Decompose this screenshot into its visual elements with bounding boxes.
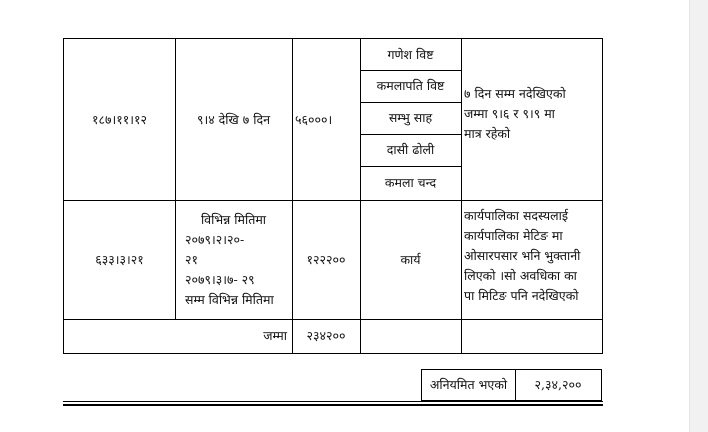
row1-person-4: दासी ढोली	[386, 142, 435, 157]
row1-person-4-cell	[360, 134, 462, 167]
row1-person-2: कमलापति विष्ट	[376, 78, 445, 93]
row2-remark-cell	[461, 200, 603, 320]
row2-duration-cell	[175, 200, 293, 320]
row1-person-1: गणेश विष्ट	[387, 46, 434, 62]
total-empty-cell-2	[461, 319, 603, 354]
total-empty-cell	[360, 319, 462, 354]
summary-value: २,३४,२००	[534, 377, 582, 392]
row2-id-cell	[63, 200, 176, 320]
row1-duration: ९।४ देखि ७ दिन	[196, 111, 271, 127]
bottom-rule-bottom	[63, 404, 603, 406]
row1-remark-line-1: ७ दिन सम्म नदेखिएको	[464, 86, 566, 101]
row1-person-3: सम्भु साह	[388, 110, 433, 125]
row2-remark-line-2: कार्यपालिका मेटिङ मा	[464, 228, 563, 243]
total-label: जम्मा	[263, 328, 287, 343]
row1-person-5-cell	[360, 166, 462, 201]
row2-duration-line-4: २०७९।३।७- २९	[185, 271, 255, 287]
summary-label: अनियमित भएको	[429, 377, 508, 392]
row2-duration-line-5: सम्म विभिन्न मितिमा	[185, 291, 274, 307]
summary-value-cell	[515, 369, 602, 401]
total-value-cell	[292, 319, 361, 354]
total-value: २३४२००	[306, 328, 346, 343]
row1-person-2-cell	[360, 70, 462, 103]
row2-remark-line-3: ओसारपसार भनि भुक्तानी	[464, 248, 581, 263]
row1-person-1-cell	[360, 38, 462, 71]
row2-remark-line-1: कार्यपालिका सदस्यलाई	[464, 208, 568, 223]
row1-person-5: कमला चन्द	[384, 175, 437, 190]
row2-remark-line-4: लिएको ।सो अवधिका का	[464, 268, 577, 283]
row1-remark-line-2: जम्मा ९।६ र ९।९ मा	[464, 106, 555, 121]
row1-remark-cell	[461, 38, 603, 201]
row1-remark-line-3: मात्र रहेको	[464, 126, 511, 141]
row2-id: ६३३।३।२१	[95, 251, 144, 267]
row1-id: १८७।११।१२	[92, 111, 147, 127]
row1-amount-cell	[292, 38, 361, 201]
summary-label-cell	[421, 369, 516, 401]
total-label-cell	[63, 319, 293, 354]
row2-amount-cell	[292, 200, 361, 320]
row1-person-3-cell	[360, 102, 462, 135]
row2-person-cell	[360, 200, 462, 320]
bottom-rule-top	[63, 401, 603, 402]
row2-duration-line-1: विभिन्न मितिमा	[200, 211, 267, 227]
row1-amount: ५६०००।	[295, 111, 333, 127]
vertical-scrollbar[interactable]	[689, 0, 708, 432]
row2-amount: १२२२००	[306, 251, 346, 267]
row2-duration-line-3: २१	[185, 251, 199, 267]
row2-remark-line-5: पा मिटिङ पनि नदेखिएको	[464, 288, 579, 303]
row1-id-cell	[63, 38, 176, 201]
row1-duration-cell	[175, 38, 293, 201]
row2-duration-line-2: २०७९।२।२०-	[185, 231, 245, 247]
row2-person: कार्य	[400, 251, 421, 267]
